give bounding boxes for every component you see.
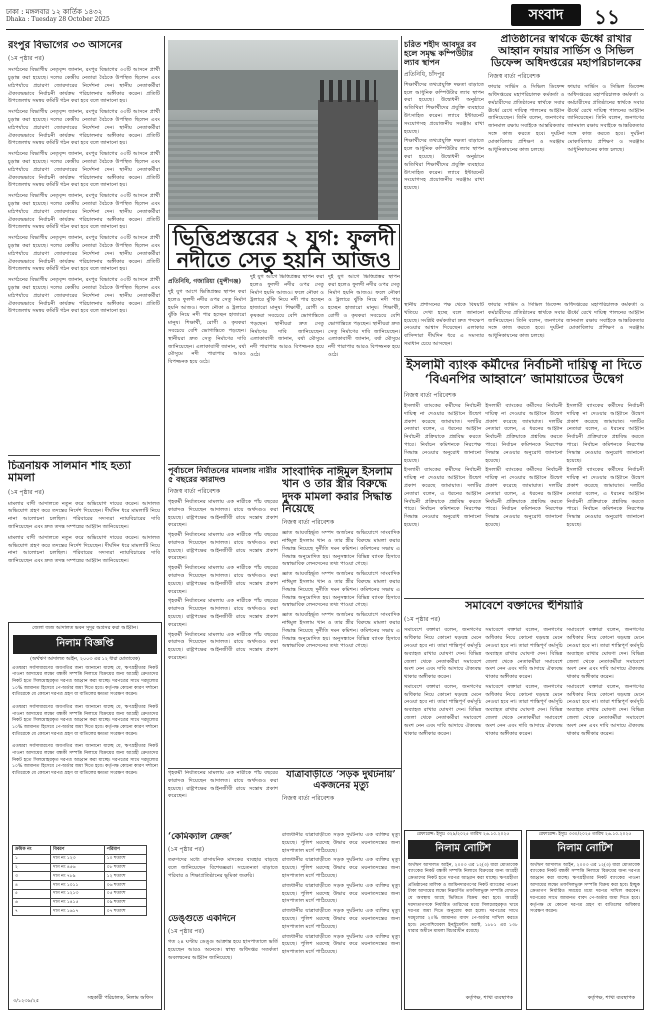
body-purbachal-cont4: গৃহকর্মী নির্যাতনের মামলায় এক নারীকে পাঁচ বছরের কারাদণ্ড দিয়েছেন আদালত। রায়ে অর্থদণ্ডও করা হয়েছে। রাষ্ট্রপক্ষের আইনজীবী রায়ে সন্তোষ প্রকাশ করেছেন।	[168, 631, 278, 662]
body-naimul: জ্ঞাত আয়বহির্ভূত সম্পদ অর্জনের অভিযোগে সাংবাদিক নাঈমুল ইসলাম খান ও তার স্ত্রীর বিরুদ্ধে মামলা করার সিদ্ধান্ত নিয়েছে দুর্নীতি দমন কমিশন। কমিশনের সভায় এ সিদ্ধান্ত অনুমোদিত হয়। অনুসন্ধানে বিভিন্ন ব্যাংক হিসাবে অস্বাভাবিক লেনদেনের তথ্য পাওয়া গেছে।	[282, 530, 400, 568]
table-cell: দাগ নং ১০১১	[51, 881, 105, 890]
table-cell: ০৬ শতাংশ	[104, 881, 146, 890]
headline-salman: চিত্রনায়ক সালমান শাহ হত্যা মামলা	[8, 460, 131, 485]
table-cell: ৫	[13, 889, 51, 898]
body-samabesh-more2: সমাবেশে বক্তারা বলেন, জনগণের অধিকার নিয়ে কোনো ষড়যন্ত্র মেনে নেওয়া হবে না। তারা শান্তিপূর্ণ কর্মসূচি অব্যাহত রাখার ঘোষণা দেন। বিভিন্ন জেলা থেকে নেতাকর্মীরা সমাবেশে অংশ নেন এবং দাবি আদায়ে ঐক্যবদ্ধ থাকার অঙ্গীকার করেন।	[485, 683, 563, 737]
story-rangpur	[8, 40, 160, 452]
ad-notice1-topline: রেফারেন্স: ইস্যুঃ ৩২৯/২০২৫ তারিখ ২৬.১০.২০২৫	[416, 832, 510, 837]
body-jatrabari-cont2: রাজধানীর যাত্রাবাড়ীতে সড়ক দুর্ঘটনায় এক ব্যক্তির মৃত্যু হয়েছে। পুলিশ মরদেহ উদ্ধার করে ময়নাতদন্তের জন্য হাসপাতাল মর্গে পাঠিয়েছে।	[282, 882, 400, 905]
story-phuldi	[168, 274, 246, 464]
table-cell: দাগ নং ১২১৩	[51, 889, 105, 898]
story-jatrabari-body	[282, 832, 400, 1010]
body-islami-bank: ইসলামী ব্যাংকের কর্মীদের নির্বাচনী দায়িত্ব না দেওয়ার আহ্বানে উদ্বেগ প্রকাশ করেছে জামায়াত। দলটির নেতারা বলেন, এ ধরনের আহ্বান নির্বাচনী প্রক্রিয়াকে প্রশ্নবিদ্ধ করতে পারে। নির্বাচন কমিশনকে নিরপেক্ষ সিদ্ধান্ত নেওয়ার অনুরোধ জানানো হয়েছে।	[404, 403, 482, 464]
story-dengue	[168, 914, 278, 1010]
story-purbachal	[168, 466, 278, 766]
headline-dengue: ডেঙ্গুতে একদিনে	[168, 914, 236, 924]
headline-samabesh: সমাবেশে বক্তাদের হুঁশিয়ারি	[465, 600, 583, 612]
body-purbachal-cont3: গৃহকর্মী নির্যাতনের মামলায় এক নারীকে পাঁচ বছরের কারাদণ্ড দিয়েছেন আদালত। রায়ে অর্থদণ্ডও করা হয়েছে। রাষ্ট্রপক্ষের আইনজীবী রায়ে সন্তোষ প্রকাশ করেছেন।	[168, 598, 278, 628]
body-jatrabari-cont3: রাজধানীর যাত্রাবাড়ীতে সড়ক দুর্ঘটনায় এক ব্যক্তির মৃত্যু হয়েছে। পুলিশ মরদেহ উদ্ধার করে ময়নাতদন্তের জন্য হাসপাতাল মর্গে পাঠিয়েছে।	[282, 908, 400, 930]
ad-notice1-sign: কর্তৃপক্ষ, শাখা ব্যবস্থাপক	[465, 995, 513, 1001]
body-purbachal-end: গৃহকর্মী নির্যাতনের মামলায় এক নারীকে পাঁচ বছরের কারাদণ্ড দিয়েছেন আদালত। রায়ে অর্থদণ্ডও করা হয়েছে। রাষ্ট্রপক্ষের আইনজীবী রায়ে সন্তোষ প্রকাশ করেছেন।	[168, 770, 278, 800]
sub-rangpur: (১ম পৃষ্ঠার পর)	[8, 55, 45, 63]
body-phuldi: দুই যুগ আগে ভিত্তিপ্রস্তর স্থাপন করা হলেও ফুলদী নদীর ওপর সেতু নির্মাণ হয়নি আজও। ফলে নৌকা ও ট্রলারে ঝুঁকি নিয়ে নদী পার হচ্ছেন হাজারো মানুষ। শিক্ষার্থী, রোগী ও কৃষকরা সবচেয়ে বেশি ভোগান্তিতে পড়ছেন। স্থানীয়রা দ্রুত সেতু নির্মাণের দাবি জানিয়েছেন। এলাকাবাসী জানান, বর্ষা মৌসুমে নদী পারাপার আরও বিপজ্জনক হয়ে ওঠে।	[168, 289, 246, 366]
story-samabesh	[404, 600, 644, 828]
row-divider	[404, 598, 644, 599]
table-cell: ০৫ শতাংশ	[104, 889, 146, 898]
table-cell: বিবরণ	[51, 846, 105, 855]
headline-fire-service: প্রতিষ্ঠানের স্বার্থকে ঊর্ধ্বে রাখার আহ্বান ফায়ার সার্ভিস ও সিভিল ডিফেন্স অধিদপ্তরের মহাপরিচালকের	[490, 34, 642, 69]
body-middle: স্থানীয় প্রশাসনের পক্ষ থেকে বিষয়টি খতিয়ে দেখা হচ্ছে বলে জানানো হয়েছে। সংশ্লিষ্ট কর্মকর্তারা দ্রুত পদক্ষেপ নেওয়ার আশ্বাস দিয়েছেন। এলাকার বাসিন্দারা দীর্ঘদিন ধরে এ সমস্যার সমাধান চেয়ে আসছেন।	[404, 302, 484, 347]
page-number: ১১	[594, 5, 620, 29]
body-naimul-cont: জ্ঞাত আয়বহির্ভূত সম্পদ অর্জনের অভিযোগে সাংবাদিক নাঈমুল ইসলাম খান ও তার স্ত্রীর বিরুদ্ধে মামলা করার সিদ্ধান্ত নিয়েছে দুর্নীতি দমন কমিশন। কমিশনের সভায় এ সিদ্ধান্ত অনুমোদিত হয়। অনুসন্ধানে বিভিন্ন ব্যাংক হিসাবে অস্বাভাবিক লেনদেনের তথ্য পাওয়া গেছে।	[282, 571, 400, 609]
ad-notice2-sign: কর্তৃপক্ষ, শাখা ব্যবস্থাপক	[587, 995, 635, 1001]
body-samabesh-col3: সমাবেশে বক্তারা বলেন, জনগণের অধিকার নিয়ে কোনো ষড়যন্ত্র মেনে নেওয়া হবে না। তারা শান্তিপূর্ণ কর্মসূচি অব্যাহত রাখার ঘোষণা দেন। বিভিন্ন জেলা থেকে নেতাকর্মীরা সমাবেশে অংশ নেন এবং দাবি আদায়ে ঐক্যবদ্ধ থাকার অঙ্গীকার করেন।	[566, 627, 644, 681]
table-cell: ১	[13, 854, 51, 863]
table-cell: দাগ নং ১৬১৭	[51, 907, 105, 916]
table-cell: ৬	[13, 898, 51, 907]
headline-purbachal: পূর্বাচলে নির্যাতনের মামলায় নারীর ৫ বছরের কারাদণ্ড	[168, 466, 277, 484]
story-naimul	[282, 466, 400, 766]
row-divider	[168, 464, 401, 465]
body-samabesh-col2: সমাবেশে বক্তারা বলেন, জনগণের অধিকার নিয়ে কোনো ষড়যন্ত্র মেনে নেওয়া হবে না। তারা শান্তিপূর্ণ কর্মসূচি অব্যাহত রাখার ঘোষণা দেন। বিভিন্ন জেলা থেকে নেতাকর্মীরা সমাবেশে অংশ নেন এবং দাবি আদায়ে ঐক্যবদ্ধ থাকার অঙ্গীকার করেন।	[485, 627, 563, 681]
table-row	[13, 863, 147, 872]
ad-nilam-body-cont: এতদ্বারা সর্বসাধারণের অবগতির জন্য জানানো যাচ্ছে যে, ঋণগ্রহীতার নিকট পাওনা আদায়ের লক্ষ্যে বন্ধকী সম্পত্তি নিলামে বিক্রয়ের জন্য আগ্রহী ক্রেতাদের নিকট হতে সিলমোহরকৃত দরপত্র আহ্বান করা যাচ্ছে। দরপত্রের সাথে দরমূল্যের ১০% জামানত হিসেবে পে-অর্ডার জমা দিতে হবে। কর্তৃপক্ষ কোনো কারণ দর্শানো ব্যতিরেকে যে কোনো দরপত্র গ্রহণ বা বাতিলের ক্ষমতা সংরক্ষণ করেন।	[12, 704, 158, 737]
story-salman	[8, 460, 160, 620]
table-cell: ০৮ শতাংশ	[104, 863, 146, 872]
table-cell: ২	[13, 863, 51, 872]
story-phuldi-col2	[250, 274, 324, 464]
table-cell: ১০ শতাংশ	[104, 854, 146, 863]
body-islami-bank-more2: ইসলামী ব্যাংকের কর্মীদের নির্বাচনী দায়িত্ব না দেওয়ার আহ্বানে উদ্বেগ প্রকাশ করেছে জামায়াত। দলটির নেতারা বলেন, এ ধরনের আহ্বান নির্বাচনী প্রক্রিয়াকে প্রশ্নবিদ্ধ করতে পারে। নির্বাচন কমিশনকে নিরপেক্ষ সিদ্ধান্ত নেওয়ার অনুরোধ জানানো হয়েছে।	[485, 467, 563, 528]
body-rangpur-cont4: সংগঠনের বিভাগীয় নেতৃবৃন্দ জানান, রংপুর বিভাগের ৩৩টি আসনে প্রার্থী চূড়ান্ত করা হয়েছে। দলের কেন্দ্রীয় নেতারা বৈঠকে উপস্থিত ছিলেন এবং মাঠপর্যায়ে প্রচারণা জোরদারের নির্দেশনা দেন। স্থানীয় নেতাকর্মীরা ঐক্যবদ্ধভাবে নির্বাচনী কার্যক্রম পরিচালনার অঙ্গীকার করেন। প্রতিটি উপজেলায় সমন্বয় কমিটি গঠন করা হবে বলে জানানো হয়।	[8, 235, 160, 273]
table-row	[13, 898, 147, 907]
body-phuldi-col2: দুই যুগ আগে ভিত্তিপ্রস্তর স্থাপন করা হলেও ফুলদী নদীর ওপর সেতু নির্মাণ হয়নি আজও। ফলে নৌকা ও ট্রলারে ঝুঁকি নিয়ে নদী পার হচ্ছেন হাজারো মানুষ। শিক্ষার্থী, রোগী ও কৃষকরা সবচেয়ে বেশি ভোগান্তিতে পড়ছেন। স্থানীয়রা দ্রুত সেতু নির্মাণের দাবি জানিয়েছেন। এলাকাবাসী জানান, বর্ষা মৌসুমে নদী পারাপার আরও বিপজ্জনক হয়ে ওঠে।	[250, 274, 324, 358]
table-row	[13, 854, 147, 863]
ad-nilam-notice-1	[404, 830, 522, 1010]
table-cell: পরিমাণ	[104, 846, 146, 855]
table-row	[13, 881, 147, 890]
ad-nilam-sign: সহকারী পরিচালক, নিলাম অফিস	[87, 995, 153, 1001]
ad-nilam-biggopti	[8, 622, 162, 1010]
byline-computer-lab: প্রতিনিধি, চাঁদপুর	[404, 70, 445, 78]
body-samabesh: সমাবেশে বক্তারা বলেন, জনগণের অধিকার নিয়ে কোনো ষড়যন্ত্র মেনে নেওয়া হবে না। তারা শান্তিপূর্ণ কর্মসূচি অব্যাহত রাখার ঘোষণা দেন। বিভিন্ন জেলা থেকে নেতাকর্মীরা সমাবেশে অংশ নেন এবং দাবি আদায়ে ঐক্যবদ্ধ থাকার অঙ্গীকার করেন।	[404, 627, 482, 681]
sub-samabesh: (১ম পৃষ্ঠার পর)	[404, 616, 441, 624]
body-islami-bank-more3: ইসলামী ব্যাংকের কর্মীদের নির্বাচনী দায়িত্ব না দেওয়ার আহ্বানে উদ্বেগ প্রকাশ করেছে জামায়াত। দলটির নেতারা বলেন, এ ধরনের আহ্বান নির্বাচনী প্রক্রিয়াকে প্রশ্নবিদ্ধ করতে পারে। নির্বাচন কমিশনকে নিরপেক্ষ সিদ্ধান্ত নেওয়ার অনুরোধ জানানো হয়েছে।	[566, 467, 644, 528]
body-purbachal-cont2: গৃহকর্মী নির্যাতনের মামলায় এক নারীকে পাঁচ বছরের কারাদণ্ড দিয়েছেন আদালত। রায়ে অর্থদণ্ডও করা হয়েছে। রাষ্ট্রপক্ষের আইনজীবী রায়ে সন্তোষ প্রকাশ করেছেন।	[168, 565, 278, 595]
body-islami-bank-col2: ইসলামী ব্যাংকের কর্মীদের নির্বাচনী দায়িত্ব না দেওয়ার আহ্বানে উদ্বেগ প্রকাশ করেছে জামায়াত। দলটির নেতারা বলেন, এ ধরনের আহ্বান নির্বাচনী প্রক্রিয়াকে প্রশ্নবিদ্ধ করতে পারে। নির্বাচন কমিশনকে নিরপেক্ষ সিদ্ধান্ত নেওয়ার অনুরোধ জানানো হয়েছে।	[485, 403, 563, 464]
ad-nilam-body: এতদ্বারা সর্বসাধারণের অবগতির জন্য জানানো যাচ্ছে যে, ঋণগ্রহীতার নিকট পাওনা আদায়ের লক্ষ্যে বন্ধকী সম্পত্তি নিলামে বিক্রয়ের জন্য আগ্রহী ক্রেতাদের নিকট হতে সিলমোহরকৃত দরপত্র আহ্বান করা যাচ্ছে। দরপত্রের সাথে দরমূল্যের ১০% জামানত হিসেবে পে-অর্ডার জমা দিতে হবে। কর্তৃপক্ষ কোনো কারণ দর্শানো ব্যতিরেকে যে কোনো দরপত্র গ্রহণ বা বাতিলের ক্ষমতা সংরক্ষণ করেন।	[12, 665, 158, 698]
body-naimul-cont2: জ্ঞাত আয়বহির্ভূত সম্পদ অর্জনের অভিযোগে সাংবাদিক নাঈমুল ইসলাম খান ও তার স্ত্রীর বিরুদ্ধে মামলা করার সিদ্ধান্ত নিয়েছে দুর্নীতি দমন কমিশন। কমিশনের সভায় এ সিদ্ধান্ত অনুমোদিত হয়। অনুসন্ধানে বিভিন্ন ব্যাংক হিসাবে অস্বাভাবিক লেনদেনের তথ্য পাওয়া গেছে।	[282, 612, 400, 650]
table-cell: দাগ নং ৪৫৬	[51, 863, 105, 872]
byline-phuldi: প্রতিনিধি, গজারিয়া (মুন্সীগঞ্জ)	[168, 278, 242, 285]
story-computer-lab	[404, 40, 484, 302]
story-kafe	[168, 832, 278, 912]
headline-rangpur: রংপুর বিভাগের ৩৩ আসনের	[8, 40, 123, 51]
body-computer-lab: শিক্ষার্থীদের তথ্যপ্রযুক্তি দক্ষতা বাড়াতে হলে আধুনিক কম্পিউটার ল্যাব স্থাপন করা হয়েছে। উদ্বোধনী অনুষ্ঠানে অতিথিরা শিক্ষার্থীদের প্রযুক্তি ব্যবহারে উৎসাহিত করেন। ল্যাবে ইন্টারনেট সংযোগসহ প্রয়োজনীয় সরঞ্জাম রাখা হয়েছে।	[404, 81, 484, 135]
ad-nilam-title: নিলাম বিজ্ঞপ্তি	[13, 635, 157, 654]
date-english: Dhaka : Tuesday 28 October 2025	[6, 16, 110, 23]
ad-notice1-body: অর্থঋণ আদালত আইন, ২০০৩ এর ১২(৩) ধারা মোতাবেক ব্যাংকের নিকট বন্ধকী সম্পত্তি নিলামে বিক্রয়ের জন্য আগ্রহী ক্রেতাদের নিকট হতে দরপত্র আহ্বান করা যাচ্ছে। ঋণগ্রহীতা প্রতিষ্ঠানের মালিক ও জামিনদারগণের নিকট ব্যাংকের পাওনা টাকা আদায়ের লক্ষ্যে নিম্নবর্ণিত তফসিলভুক্ত সম্পত্তি যেখানে যে অবস্থায় আছে ভিত্তিতে বিক্রয় করা হবে। আগ্রহী দরদাতাগণকে নির্ধারিত তারিখের মধ্যে সিলমোহরকৃত খামে দরপত্র জমা দিতে অনুরোধ করা হলো। দরপত্রের সাথে দরমূল্যের ২০% জামানত বাবদ পে-অর্ডার দাখিল করতে হবে। নেগোশিয়েবল ইনস্ট্রুমেন্টস অ্যাক্ট, ১৮৮১ এর ১৩৮ ধারার অধীনে মামলা বিচারাধীন রয়েছে।	[408, 862, 518, 935]
body-kafe: তরুণদের মধ্যে রাসায়নিক মাদকের ব্যবহার বাড়ছে বলে জানিয়েছেন বিশেষজ্ঞরা। সচেতনতা বাড়াতে পরিবার ও শিক্ষাপ্রতিষ্ঠানের ভূমিকা জরুরি।	[168, 857, 278, 879]
ad-nilam-body-cont2: এতদ্বারা সর্বসাধারণের অবগতির জন্য জানানো যাচ্ছে যে, ঋণগ্রহীতার নিকট পাওনা আদায়ের লক্ষ্যে বন্ধকী সম্পত্তি নিলামে বিক্রয়ের জন্য আগ্রহী ক্রেতাদের নিকট হতে সিলমোহরকৃত দরপত্র আহ্বান করা যাচ্ছে। দরপত্রের সাথে দরমূল্যের ১০% জামানত হিসেবে পে-অর্ডার জমা দিতে হবে। কর্তৃপক্ষ কোনো কারণ দর্শানো ব্যতিরেকে যে কোনো দরপত্র গ্রহণ বা বাতিলের ক্ষমতা সংরক্ষণ করেন।	[12, 744, 158, 776]
column-divider	[401, 36, 402, 1010]
body-jatrabari-cont: রাজধানীর যাত্রাবাড়ীতে সড়ক দুর্ঘটনায় এক ব্যক্তির মৃত্যু হয়েছে। পুলিশ মরদেহ উদ্ধার করে ময়নাতদন্তের জন্য হাসপাতাল মর্গে পাঠিয়েছে।	[282, 857, 400, 879]
body-jatrabari-cont4: রাজধানীর যাত্রাবাড়ীতে সড়ক দুর্ঘটনায় এক ব্যক্তির মৃত্যু হয়েছে। পুলিশ মরদেহ উদ্ধার করে ময়নাতদন্তের জন্য হাসপাতাল মর্গে পাঠিয়েছে।	[282, 933, 400, 956]
byline-fire-service: নিজস্ব বার্তা পরিবেশক	[488, 73, 541, 81]
ad-nilam-notice-2	[526, 830, 644, 1010]
ad-notice2-title: নিলাম নোটিশ	[530, 840, 640, 859]
row-divider	[404, 356, 644, 357]
body-phuldi-col3: দুই যুগ আগে ভিত্তিপ্রস্তর স্থাপন করা হলেও ফুলদী নদীর ওপর সেতু নির্মাণ হয়নি আজও। ফলে নৌকা ও ট্রলারে ঝুঁকি নিয়ে নদী পার হচ্ছেন হাজারো মানুষ। শিক্ষার্থী, রোগী ও কৃষকরা সবচেয়ে বেশি ভোগান্তিতে পড়ছেন। স্থানীয়রা দ্রুত সেতু নির্মাণের দাবি জানিয়েছেন। এলাকাবাসী জানান, বর্ষা মৌসুমে নদী পারাপার আরও বিপজ্জনক হয়ে ওঠে।	[328, 274, 400, 358]
body-rangpur-cont5: সংগঠনের বিভাগীয় নেতৃবৃন্দ জানান, রংপুর বিভাগের ৩৩টি আসনে প্রার্থী চূড়ান্ত করা হয়েছে। দলের কেন্দ্রীয় নেতারা বৈঠকে উপস্থিত ছিলেন এবং মাঠপর্যায়ে প্রচারণা জোরদারের নির্দেশনা দেন। স্থানীয় নেতাকর্মীরা ঐক্যবদ্ধভাবে নির্বাচনী কার্যক্রম পরিচালনার অঙ্গীকার করেন। প্রতিটি উপজেলায় সমন্বয় কমিটি গঠন করা হবে বলে জানানো হয়।	[8, 277, 160, 315]
ad-notice1-title: নিলাম নোটিশ	[408, 840, 518, 859]
ad-nilam-code: ৩/১২৩৯/২৫	[13, 997, 40, 1004]
story-jatrabari-main	[282, 770, 400, 830]
ad-nilam-subtitle: (অর্থঋণ আদালত আইন, ২০০৩ এর ১২ ধারা মোতাবেক)	[30, 656, 140, 662]
date-bengali: ঢাকা : মঙ্গলবার ১২ কার্তিক ১৪৩২	[6, 8, 103, 16]
story-phuldi-col3	[328, 274, 400, 464]
story-islami-bank	[404, 358, 644, 598]
ad-nilam-topline: জেলা জজ আদালত ভবন সুদূর অগ্রসর করা আহ্বান।	[32, 625, 138, 631]
table-row	[13, 889, 147, 898]
body-rangpur: সংগঠনের বিভাগীয় নেতৃবৃন্দ জানান, রংপুর বিভাগের ৩৩টি আসনে প্রার্থী চূড়ান্ত করা হয়েছে। দলের কেন্দ্রীয় নেতারা বৈঠকে উপস্থিত ছিলেন এবং মাঠপর্যায়ে প্রচারণা জোরদারের নির্দেশনা দেন। স্থানীয় নেতাকর্মীরা ঐক্যবদ্ধভাবে নির্বাচনী কার্যক্রম পরিচালনার অঙ্গীকার করেন। প্রতিটি উপজেলায় সমন্বয় কমিটি গঠন করা হবে বলে জানানো হয়।	[8, 67, 160, 105]
table-row	[13, 872, 147, 881]
column-divider	[164, 36, 165, 1010]
sub-salman: (১ম পৃষ্ঠার পর)	[8, 488, 45, 496]
body-islami-bank-more: ইসলামী ব্যাংকের কর্মীদের নির্বাচনী দায়িত্ব না দেওয়ার আহ্বানে উদ্বেগ প্রকাশ করেছে জামায়াত। দলটির নেতারা বলেন, এ ধরনের আহ্বান নির্বাচনী প্রক্রিয়াকে প্রশ্নবিদ্ধ করতে পারে। নির্বাচন কমিশনকে নিরপেক্ষ সিদ্ধান্ত নেওয়ার অনুরোধ জানানো হয়েছে।	[404, 467, 482, 528]
table-cell: ৪	[13, 881, 51, 890]
sub-kafe: (১ম পৃষ্ঠার পর)	[168, 846, 205, 854]
headline-kafe: ‘কেমিক্যাল ক্রেজ’	[168, 832, 233, 842]
headline-islami-bank: ইসলামী ব্যাংক কর্মীদের নির্বাচনী দায়িত্ব না দিতে ‘বিএনপির আহ্বানে’ জামায়াতের উদ্বেগ	[406, 358, 642, 386]
photo-people	[320, 80, 376, 102]
byline-purbachal: নিজস্ব বার্তা পরিবেশক	[168, 487, 221, 495]
ad-notice2-topline: রেফারেন্স: ইস্যুঃ ৩৩০/২০২৫ তারিখ ২৬.১০.২০২৫	[538, 832, 632, 837]
body-computer-lab-cont: শিক্ষার্থীদের তথ্যপ্রযুক্তি দক্ষতা বাড়াতে হলে আধুনিক কম্পিউটার ল্যাব স্থাপন করা হয়েছে। উদ্বোধনী অনুষ্ঠানে অতিথিরা শিক্ষার্থীদের প্রযুক্তি ব্যবহারে উৎসাহিত করেন। ল্যাবে ইন্টারনেট সংযোগসহ প্রয়োজনীয় সরঞ্জাম রাখা হয়েছে।	[404, 138, 484, 192]
story-middle-text	[404, 302, 484, 358]
masthead	[6, 4, 644, 30]
table-header-row	[13, 846, 147, 855]
photo-bridge-pillar	[318, 100, 378, 220]
story-fire-cont	[488, 302, 644, 358]
newspaper-logo: সংবাদ	[511, 4, 581, 26]
body-salman: মামলার বাদী আদালতে নতুন করে অভিযোগ দায়ের করেন। আদালত অভিযোগ গ্রহণ করে তদন্তের নির্দেশ দিয়েছেন। দীর্ঘদিন ধরে মামলাটি নিয়ে নানা আলোচনা চলছিল। পরিবারের সদস্যরা ন্যায়বিচারের দাবি জানিয়েছেন এবং দ্রুত তদন্ত সম্পন্নের আহ্বান জানিয়েছেন।	[8, 500, 160, 531]
story-jatrabari	[168, 770, 278, 830]
river-photo	[168, 40, 398, 220]
table-cell: দাগ নং ১২৩	[51, 854, 105, 863]
body-fire-cont: ফায়ার সার্ভিস ও সিভিল ডিফেন্স অধিদপ্তরের মহাপরিচালক কর্মকর্তা ও কর্মচারীদের প্রতিষ্ঠানের স্বার্থকে সবার ঊর্ধ্বে রেখে দায়িত্ব পালনের আহ্বান জানিয়েছেন। তিনি বলেন, জনগণের জানমাল রক্ষায় সবাইকে আন্তরিকতার সঙ্গে কাজ করতে হবে। দুর্ঘটনা মোকাবিলায় প্রশিক্ষণ ও সরঞ্জাম আধুনিকায়নের কাজ চলছে।	[488, 302, 644, 340]
table-cell: ৭	[13, 907, 51, 916]
table-cell: ০৭ শতাংশ	[104, 907, 146, 916]
body-purbachal: গৃহকর্মী নির্যাতনের মামলায় এক নারীকে পাঁচ বছরের কারাদণ্ড দিয়েছেন আদালত। রায়ে অর্থদণ্ডও করা হয়েছে। রাষ্ট্রপক্ষের আইনজীবী রায়ে সন্তোষ প্রকাশ করেছেন।	[168, 498, 278, 529]
headline-phuldi: ভিত্তিপ্রস্তরের ২ যুগ: ফুলদী নদীতে সেতু হয়নি আজও	[168, 224, 400, 270]
byline-islami-bank: নিজস্ব বার্তা পরিবেশক	[404, 392, 457, 399]
headline-jatrabari: যাত্রাবাড়ীতে ‘সড়ক দুর্ঘটনায়’ একজনের মৃত্যু	[286, 770, 396, 791]
body-rangpur-cont2: সংগঠনের বিভাগীয় নেতৃবৃন্দ জানান, রংপুর বিভাগের ৩৩টি আসনে প্রার্থী চূড়ান্ত করা হয়েছে। দলের কেন্দ্রীয় নেতারা বৈঠকে উপস্থিত ছিলেন এবং মাঠপর্যায়ে প্রচারণা জোরদারের নির্দেশনা দেন। স্থানীয় নেতাকর্মীরা ঐক্যবদ্ধভাবে নির্বাচনী কার্যক্রম পরিচালনার অঙ্গীকার করেন। প্রতিটি উপজেলায় সমন্বয় কমিটি গঠন করা হবে বলে জানানো হয়।	[8, 151, 160, 189]
byline-naimul: নিজস্ব বার্তা পরিবেশক	[282, 519, 335, 527]
body-purbachal-cont: গৃহকর্মী নির্যাতনের মামলায় এক নারীকে পাঁচ বছরের কারাদণ্ড দিয়েছেন আদালত। রায়ে অর্থদণ্ডও করা হয়েছে। রাষ্ট্রপক্ষের আইনজীবী রায়ে সন্তোষ প্রকাশ করেছেন।	[168, 532, 278, 562]
body-islami-bank-col3: ইসলামী ব্যাংকের কর্মীদের নির্বাচনী দায়িত্ব না দেওয়ার আহ্বানে উদ্বেগ প্রকাশ করেছে জামায়াত। দলটির নেতারা বলেন, এ ধরনের আহ্বান নির্বাচনী প্রক্রিয়াকে প্রশ্নবিদ্ধ করতে পারে। নির্বাচন কমিশনকে নিরপেক্ষ সিদ্ধান্ত নেওয়ার অনুরোধ জানানো হয়েছে।	[566, 403, 644, 464]
body-dengue: গত ২৪ ঘণ্টায় ডেঙ্গু আক্রান্ত হয়ে হাসপাতালে ভর্তি হয়েছেন আরও অনেকে। স্বাস্থ্য অধিদপ্তর সতর্কতা অবলম্বনের আহ্বান জানিয়েছে।	[168, 939, 278, 961]
table-row	[13, 907, 147, 916]
ad-notice2-body: অর্থঋণ আদালত আইন, ২০০৩ এর ১২(৩) ধারা মোতাবেক ব্যাংকের নিকট বন্ধকী সম্পত্তি নিলামে বিক্রয়ের জন্য দরপত্র আহ্বান করা যাচ্ছে। ঋণগ্রহীতার নিকট ব্যাংকের পাওনা আদায়ের লক্ষ্যে তফসিলভুক্ত সম্পত্তি বিক্রয় করা হবে। ইচ্ছুক ক্রেতাগণ নির্ধারিত সময়ের মধ্যে দরপত্র দাখিল করবেন। দরপত্রের সাথে জামানত বাবদ পে-অর্ডার জমা দিতে হবে। কর্তৃপক্ষ যে কোনো দরপত্র গ্রহণ বা বাতিলের অধিকার সংরক্ষণ করেন।	[530, 862, 640, 915]
headline-computer-lab: চরিত শহীদ আবদুর রব হলে সমৃদ্ধ কম্পিউটার ল্যাব স্থাপন	[404, 40, 477, 67]
body-rangpur-cont: সংগঠনের বিভাগীয় নেতৃবৃন্দ জানান, রংপুর বিভাগের ৩৩টি আসনে প্রার্থী চূড়ান্ত করা হয়েছে। দলের কেন্দ্রীয় নেতারা বৈঠকে উপস্থিত ছিলেন এবং মাঠপর্যায়ে প্রচারণা জোরদারের নির্দেশনা দেন। স্থানীয় নেতাকর্মীরা ঐক্যবদ্ধভাবে নির্বাচনী কার্যক্রম পরিচালনার অঙ্গীকার করেন। প্রতিটি উপজেলায় সমন্বয় কমিটি গঠন করা হবে বলে জানানো হয়।	[8, 109, 160, 147]
body-samabesh-more: সমাবেশে বক্তারা বলেন, জনগণের অধিকার নিয়ে কোনো ষড়যন্ত্র মেনে নেওয়া হবে না। তারা শান্তিপূর্ণ কর্মসূচি অব্যাহত রাখার ঘোষণা দেন। বিভিন্ন জেলা থেকে নেতাকর্মীরা সমাবেশে অংশ নেন এবং দাবি আদায়ে ঐক্যবদ্ধ থাকার অঙ্গীকার করেন।	[404, 683, 482, 737]
body-jatrabari: রাজধানীর যাত্রাবাড়ীতে সড়ক দুর্ঘটনায় এক ব্যক্তির মৃত্যু হয়েছে। পুলিশ মরদেহ উদ্ধার করে ময়নাতদন্তের জন্য হাসপাতাল মর্গে পাঠিয়েছে।	[282, 832, 400, 854]
body-rangpur-cont3: সংগঠনের বিভাগীয় নেতৃবৃন্দ জানান, রংপুর বিভাগের ৩৩টি আসনে প্রার্থী চূড়ান্ত করা হয়েছে। দলের কেন্দ্রীয় নেতারা বৈঠকে উপস্থিত ছিলেন এবং মাঠপর্যায়ে প্রচারণা জোরদারের নির্দেশনা দেন। স্থানীয় নেতাকর্মীরা ঐক্যবদ্ধভাবে নির্বাচনী কার্যক্রম পরিচালনার অঙ্গীকার করেন। প্রতিটি উপজেলায় সমন্বয় কমিটি গঠন করা হবে বলে জানানো হয়।	[8, 193, 160, 231]
row-divider	[168, 768, 401, 769]
body-samabesh-more3: সমাবেশে বক্তারা বলেন, জনগণের অধিকার নিয়ে কোনো ষড়যন্ত্র মেনে নেওয়া হবে না। তারা শান্তিপূর্ণ কর্মসূচি অব্যাহত রাখার ঘোষণা দেন। বিভিন্ন জেলা থেকে নেতাকর্মীরা সমাবেশে অংশ নেন এবং দাবি আদায়ে ঐক্যবদ্ধ থাকার অঙ্গীকার করেন।	[566, 683, 644, 737]
body-salman-cont: মামলার বাদী আদালতে নতুন করে অভিযোগ দায়ের করেন। আদালত অভিযোগ গ্রহণ করে তদন্তের নির্দেশ দিয়েছেন। দীর্ঘদিন ধরে মামলাটি নিয়ে নানা আলোচনা চলছিল। পরিবারের সদস্যরা ন্যায়বিচারের দাবি জানিয়েছেন এবং দ্রুত তদন্ত সম্পন্নের আহ্বান জানিয়েছেন।	[8, 534, 160, 565]
headline-naimul: সাংবাদিক নাঈমুল ইসলাম খান ও তার স্ত্রীর বিরুদ্ধে দুদক মামলা করার সিদ্ধান্ত নিয়েছে	[282, 466, 393, 515]
body-fire-service: ফায়ার সার্ভিস ও সিভিল ডিফেন্স অধিদপ্তরের মহাপরিচালক কর্মকর্তা ও কর্মচারীদের প্রতিষ্ঠানের স্বার্থকে সবার ঊর্ধ্বে রেখে দায়িত্ব পালনের আহ্বান জানিয়েছেন। তিনি বলেন, জনগণের জানমাল রক্ষায় সবাইকে আন্তরিকতার সঙ্গে কাজ করতে হবে। দুর্ঘটনা মোকাবিলায় প্রশিক্ষণ ও সরঞ্জাম আধুনিকায়নের কাজ চলছে।	[488, 84, 565, 153]
sub-dengue: (১ম পৃষ্ঠার পর)	[168, 928, 205, 936]
divider	[8, 455, 160, 456]
table-cell: ০৯ শতাংশ	[104, 898, 146, 907]
story-fire-service	[488, 34, 644, 302]
byline-jatrabari: নিজস্ব বার্তা পরিবেশক	[282, 795, 335, 803]
table-cell: ৩	[13, 872, 51, 881]
table-cell: ক্রমিক নং	[13, 846, 51, 855]
table-cell: দাগ নং ১৪১৫	[51, 898, 105, 907]
body-fire-service-col2: ফায়ার সার্ভিস ও সিভিল ডিফেন্স অধিদপ্তরের মহাপরিচালক কর্মকর্তা ও কর্মচারীদের প্রতিষ্ঠানের স্বার্থকে সবার ঊর্ধ্বে রেখে দায়িত্ব পালনের আহ্বান জানিয়েছেন। তিনি বলেন, জনগণের জানমাল রক্ষায় সবাইকে আন্তরিকতার সঙ্গে কাজ করতে হবে। দুর্ঘটনা মোকাবিলায় প্রশিক্ষণ ও সরঞ্জাম আধুনিকায়নের কাজ চলছে।	[567, 84, 644, 153]
ad-nilam-table	[12, 845, 147, 916]
table-cell: ১২ শতাংশ	[104, 872, 146, 881]
table-cell: দাগ নং ৭৮৯	[51, 872, 105, 881]
